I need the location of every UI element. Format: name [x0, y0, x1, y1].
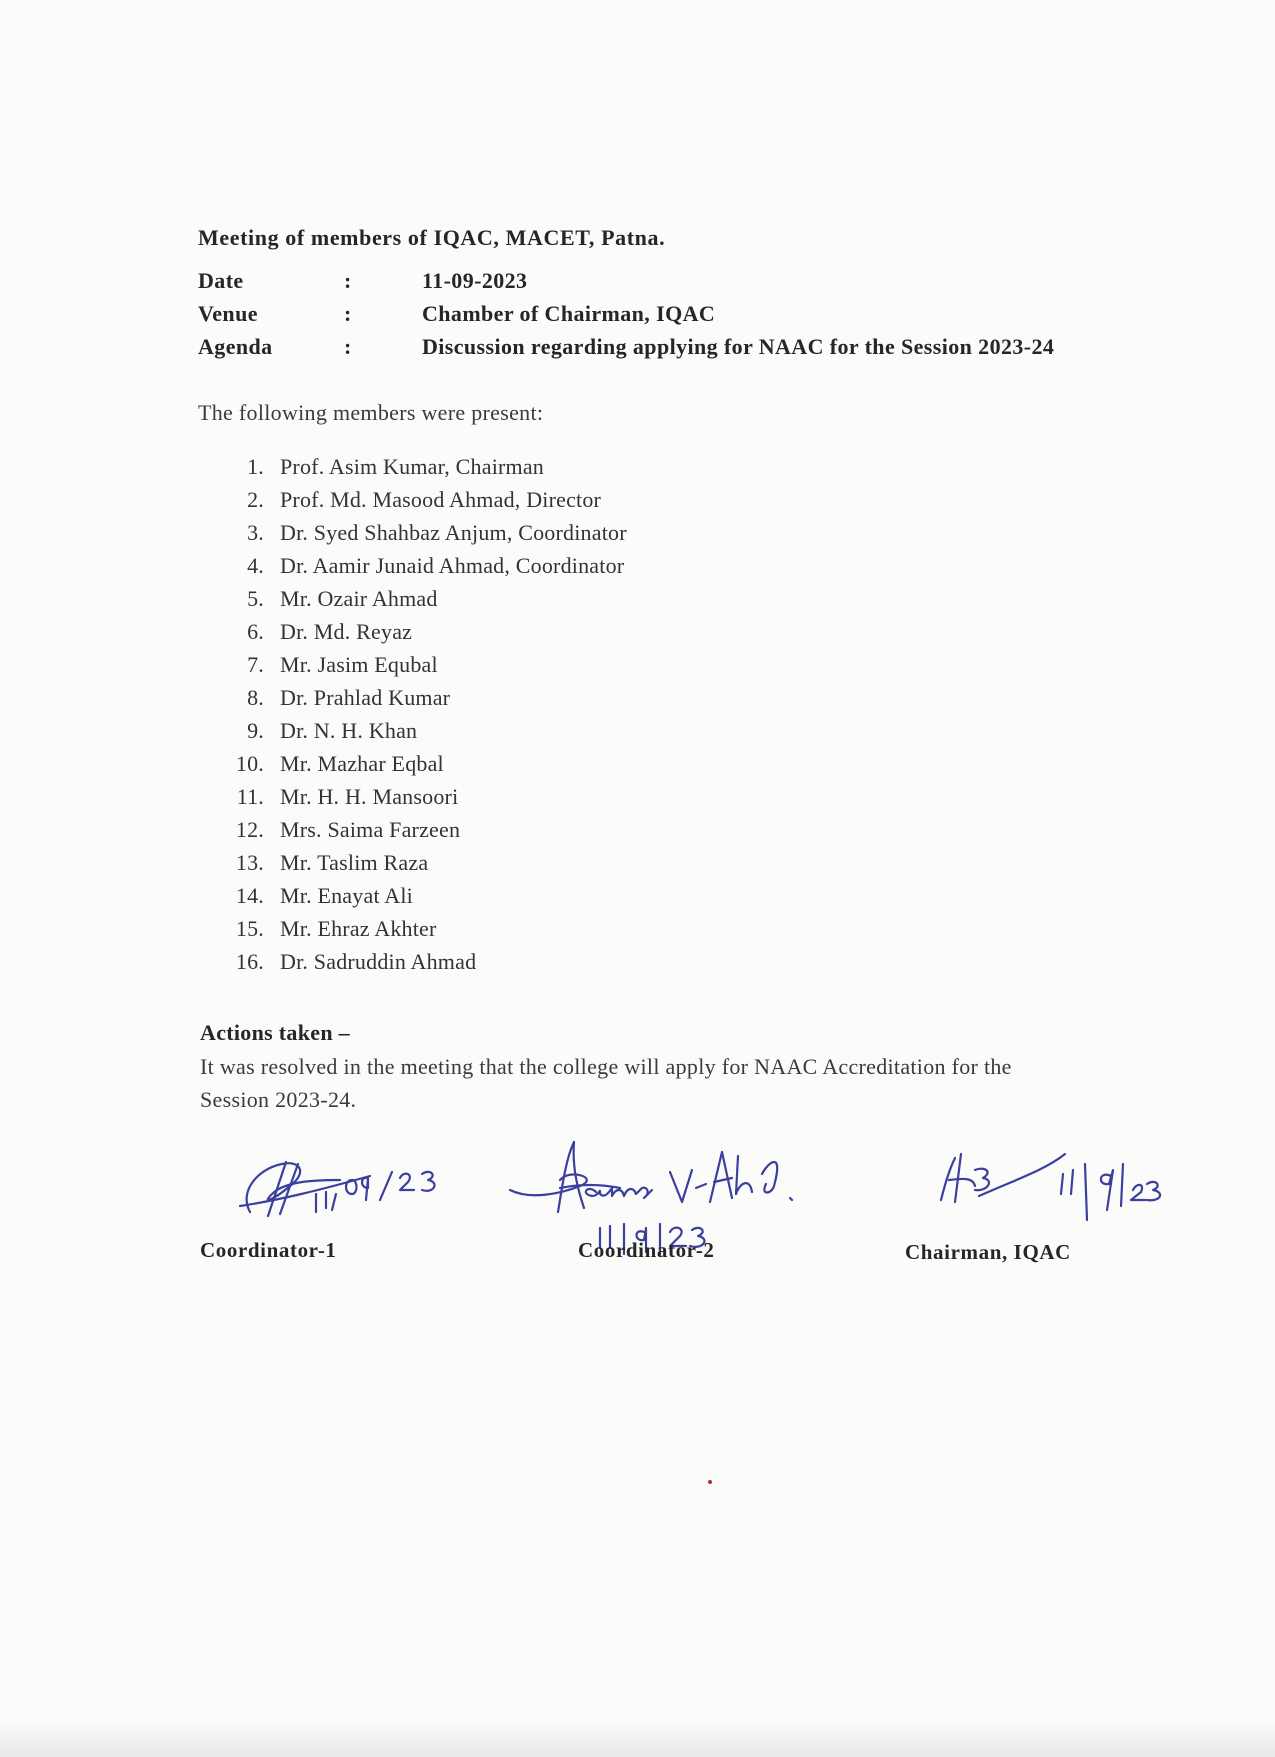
- member-name: Mr. Jasim Equbal: [280, 652, 438, 677]
- member-number: 10.: [235, 751, 264, 776]
- member-number: 3.: [247, 520, 264, 545]
- member-number: 15.: [235, 916, 264, 941]
- attendance-intro: The following members were present:: [198, 400, 544, 425]
- meta-label: Venue: [198, 301, 258, 326]
- meta-colon: :: [344, 334, 352, 359]
- member-number: 2.: [247, 487, 264, 512]
- member-number: 7.: [247, 652, 264, 677]
- member-number: 6.: [247, 619, 264, 644]
- scan-edge-shadow: [0, 1720, 1275, 1757]
- meta-colon: :: [344, 268, 352, 293]
- member-name: Dr. Syed Shahbaz Anjum, Coordinator: [280, 520, 627, 545]
- signature-label-coordinator-2: Coordinator-2: [578, 1238, 715, 1262]
- actions-title: Actions taken –: [200, 1020, 350, 1045]
- member-number: 12.: [235, 817, 264, 842]
- member-number: 13.: [235, 850, 264, 875]
- scan-speck: [708, 1480, 712, 1484]
- meta-value-agenda: Discussion regarding applying for NAAC for the Session 2023-24: [422, 334, 1055, 359]
- member-name: Mrs. Saima Farzeen: [280, 817, 461, 842]
- member-number: 11.: [236, 784, 264, 809]
- meta-row-date: [198, 268, 1158, 301]
- meta-row-venue: [198, 301, 1158, 334]
- meta-value-date: 11-09-2023: [422, 268, 528, 293]
- member-name: Dr. N. H. Khan: [280, 718, 418, 743]
- member-name: Dr. Md. Reyaz: [280, 619, 413, 644]
- meta-value-venue: Chamber of Chairman, IQAC: [422, 301, 716, 326]
- meta-label: Date: [198, 268, 244, 293]
- member-name: Mr. Ehraz Akhter: [280, 916, 437, 941]
- member-name: Mr. Ozair Ahmad: [280, 586, 438, 611]
- member-name: Mr. Enayat Ali: [280, 883, 413, 908]
- signature-label-chairman: Chairman, IQAC: [905, 1240, 1071, 1264]
- member-number: 8.: [247, 685, 264, 710]
- member-number: 5.: [247, 586, 264, 611]
- member-number: 14.: [235, 883, 264, 908]
- member-name: Mr. H. H. Mansoori: [280, 784, 459, 809]
- signature-chairman: [935, 1140, 1175, 1230]
- meta-label: Agenda: [198, 334, 273, 359]
- member-number: 9.: [247, 718, 264, 743]
- member-name: Dr. Aamir Junaid Ahmad, Coordinator: [280, 553, 625, 578]
- member-name: Mr. Taslim Raza: [280, 850, 429, 875]
- meta-row-agenda: [198, 334, 1158, 367]
- member-name: Dr. Prahlad Kumar: [280, 685, 451, 710]
- meeting-heading: Meeting of members of IQAC, MACET, Patna.: [198, 225, 666, 250]
- member-number: 16.: [235, 949, 264, 974]
- actions-text: It was resolved in the meeting that the college will apply for NAAC Accreditation for the Session 2023-24.: [200, 1054, 1012, 1112]
- member-number: 4.: [247, 553, 264, 578]
- meta-colon: :: [344, 301, 352, 326]
- member-name: Dr. Sadruddin Ahmad: [280, 949, 477, 974]
- signature-label-coordinator-1: Coordinator-1: [200, 1238, 337, 1262]
- meeting-details: [198, 268, 1158, 367]
- member-name: Mr. Mazhar Eqbal: [280, 751, 444, 776]
- signature-coordinator-1: [220, 1150, 470, 1230]
- member-name: Prof. Md. Masood Ahmad, Director: [280, 487, 602, 512]
- member-number: 1.: [247, 454, 264, 479]
- member-name: Prof. Asim Kumar, Chairman: [280, 454, 545, 479]
